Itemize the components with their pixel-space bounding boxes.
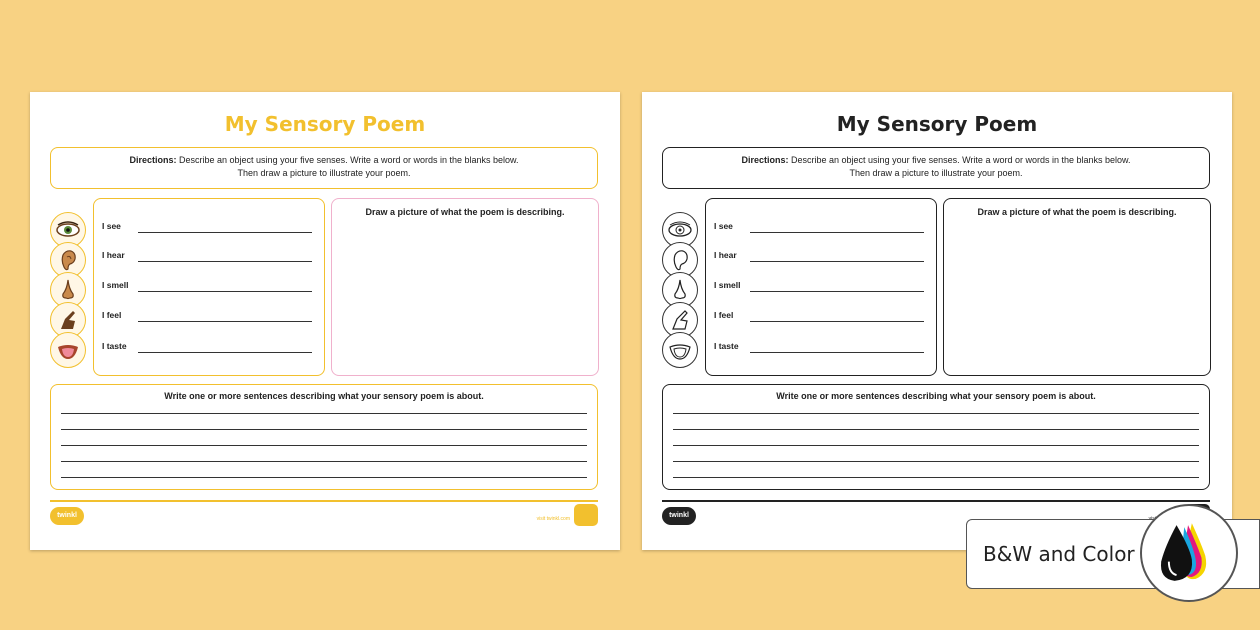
directions-box: [662, 147, 1210, 189]
draw-box: [331, 198, 599, 376]
sense-row-smell: I smell: [714, 280, 930, 294]
twinkl-badge-icon: [574, 504, 598, 526]
write-line: [61, 477, 587, 478]
sentences-box: [662, 384, 1210, 490]
write-line: [750, 321, 924, 322]
write-line: [61, 461, 587, 462]
sentences-prompt: Write one or more sentences describing what your sensory poem is about.: [776, 391, 1096, 401]
write-line: [138, 352, 312, 353]
footer-divider: [662, 500, 1210, 502]
directions-line2: Then draw a picture to illustrate your poem.: [849, 168, 1023, 178]
write-line: [61, 413, 587, 414]
worksheet-bw: [642, 92, 1232, 550]
directions-box: [50, 147, 598, 189]
write-line: [138, 261, 312, 262]
write-line: [138, 232, 312, 233]
footer-divider: [50, 500, 598, 502]
write-line: [673, 445, 1199, 446]
tongue-icon: [662, 332, 698, 368]
directions-line1: Describe an object using your five senses. Write a word or words in the blanks below.: [791, 155, 1131, 165]
write-line: [673, 477, 1199, 478]
sense-row-see: I see: [102, 221, 318, 235]
draw-box: [943, 198, 1211, 376]
sense-row-feel: I feel: [714, 310, 930, 324]
write-line: [750, 352, 924, 353]
directions-label: Directions:: [741, 155, 789, 165]
write-line: [673, 413, 1199, 414]
tongue-icon: [50, 332, 86, 368]
worksheet-color: [30, 92, 620, 550]
ink-drops-icon: [1140, 504, 1238, 602]
directions-line2: Then draw a picture to illustrate your poem.: [237, 168, 411, 178]
sense-row-see: I see: [714, 221, 930, 235]
worksheet-title: My Sensory Poem: [836, 112, 1038, 136]
write-line: [750, 232, 924, 233]
write-line: [138, 291, 312, 292]
write-line: [673, 429, 1199, 430]
site-link: visit twinkl.com: [536, 516, 570, 522]
badge-label: B&W and Color: [983, 542, 1135, 566]
senses-box: [705, 198, 937, 376]
draw-prompt: Draw a picture of what the poem is describing.: [365, 207, 565, 217]
write-line: [138, 321, 312, 322]
write-line: [750, 291, 924, 292]
write-line: [750, 261, 924, 262]
draw-prompt: Draw a picture of what the poem is describing.: [977, 207, 1177, 217]
twinkl-logo: twinkl: [50, 507, 84, 525]
sense-row-hear: I hear: [714, 250, 930, 264]
write-line: [673, 461, 1199, 462]
write-line: [61, 429, 587, 430]
directions-line1: Describe an object using your five senses. Write a word or words in the blanks below.: [179, 155, 519, 165]
twinkl-logo: twinkl: [662, 507, 696, 525]
directions-label: Directions:: [129, 155, 177, 165]
sense-row-taste: I taste: [102, 341, 318, 355]
sentences-prompt: Write one or more sentences describing what your sensory poem is about.: [164, 391, 484, 401]
sense-row-smell: I smell: [102, 280, 318, 294]
write-line: [61, 445, 587, 446]
sense-row-hear: I hear: [102, 250, 318, 264]
sense-row-taste: I taste: [714, 341, 930, 355]
sense-row-feel: I feel: [102, 310, 318, 324]
sentences-box: [50, 384, 598, 490]
worksheet-title: My Sensory Poem: [224, 112, 426, 136]
senses-box: [93, 198, 325, 376]
